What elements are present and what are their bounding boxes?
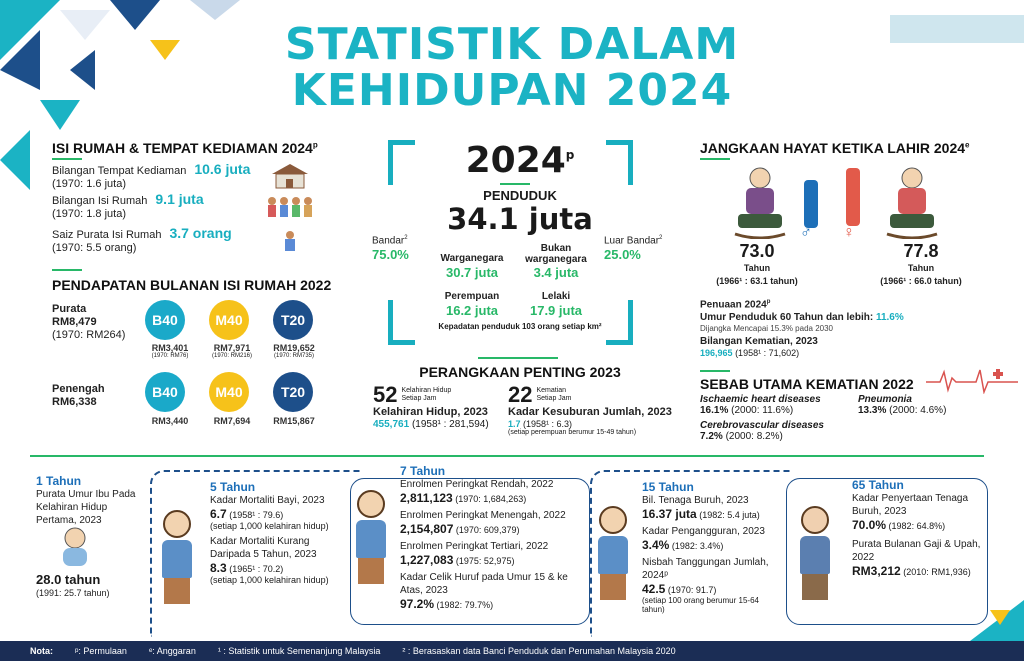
male-life-expectancy: 73.0 Tahun (1966¹ : 63.1 tahun) <box>716 241 798 286</box>
purata-t20: RM19,652 (1970: RM735) <box>273 343 315 359</box>
t20-badge: T20 <box>273 372 313 412</box>
pendapatan-heading: PENDAPATAN BULANAN ISI RUMAH 2022 <box>52 277 332 293</box>
bukan-warganegara-block: Bukan warganegara 3.4 juta <box>525 243 587 280</box>
baby-icon <box>55 526 95 568</box>
teen-15-icon <box>598 506 628 600</box>
cause-pneumonia: Pneumonia 13.3% (2000: 4.6%) <box>858 394 947 416</box>
b40-badge: B40 <box>145 372 185 412</box>
timeline-5-tahun: 5 Tahun Kadar Mortaliti Bayi, 2023 6.7 (1958¹ : 79.6) (setiap 1,000 kelahiran hidup) Kadar Mortaliti Kurang Daripada 5 Tahun, 2023 8.3 (1965¹ : 70.2) (setiap 1,000 kelahiran hidup) <box>210 480 329 585</box>
luar-bandar-block: Luar Bandar$^2$ 25.0% <box>604 235 663 263</box>
penduduk-year: 2024$^p$ <box>465 140 575 181</box>
child-7-icon <box>356 490 386 584</box>
kelahiran-hidup-block: Kelahiran Hidup, 2023 455,761 (1958¹ : 281,594) <box>373 406 489 430</box>
perempuan-block: Perempuan 16.2 juta <box>444 291 500 318</box>
footer-note-3: ¹ : Statistik untuk Semenanjung Malaysia <box>217 646 381 656</box>
heartbeat-icon <box>926 366 1018 394</box>
bracket-top-left <box>388 140 415 185</box>
isi-rumah-heading: ISI RUMAH & TEMPAT KEDIAMAN 2024$^p$ <box>52 140 318 156</box>
male-symbol-icon: ♂ <box>800 224 812 241</box>
elderly-65-icon <box>800 506 830 600</box>
section-underline <box>52 158 82 160</box>
isi-rumah-row-1: Bilangan Tempat Kediaman 10.6 juta (1970: 1.6 juta) <box>52 161 251 190</box>
penengah-m40: RM7,694 <box>213 416 251 426</box>
kesuburan-block: Kadar Kesuburan Jumlah, 2023 1.7 (1958¹ : 6.3) (setiap perempuan berumur 15-49 tahun) <box>508 406 672 436</box>
jangkaan-heading: JANGKAAN HAYAT KETIKA LAHIR 2024e <box>700 140 970 156</box>
isi-rumah-row-3: Saiz Purata Isi Rumah 3.7 orang (1970: 5.5 orang) <box>52 225 232 254</box>
cause-cerebrovascular: Cerebrovascular diseases 7.2% (2000: 8.2%) <box>700 420 824 442</box>
purata-block: Purata RM8,479 (1970: RM264) <box>52 303 126 341</box>
purata-b40: RM3,401 (1970: RM76) <box>151 343 189 359</box>
penengah-block: Penengah RM6,338 <box>52 383 105 408</box>
section-underline <box>700 158 730 160</box>
purata-m40: RM7,971 (1970: RM216) <box>211 343 253 359</box>
timeline-1-tahun: 1 Tahun Purata Umur Ibu Pada Kelahiran Hidup Pertama, 2023 <box>36 474 136 526</box>
penuaan-block: Penuaan 2024$^p$ Umur Penduduk 60 Tahun dan lebih: 11.6% Dijangka Mencapai 15.3% pada 2030 Bilangan Kematian, 2023 196,965 (1958¹ : 71,602) <box>700 299 904 359</box>
footer-nota: Nota: <box>30 646 53 656</box>
male-thermometer-icon <box>804 180 818 228</box>
female-symbol-icon: ♀ <box>843 224 855 241</box>
m40-badge: M40 <box>209 372 249 412</box>
section-underline <box>700 370 730 372</box>
kepadatan-text: Kepadatan penduduk 103 orang setiap km² <box>438 322 602 331</box>
perangkaan-heading: PERANGKAAN PENTING 2023 <box>419 364 621 380</box>
family-icon <box>266 196 316 218</box>
house-icon <box>268 162 312 190</box>
corner-decoration-bottom <box>930 600 1024 641</box>
bandar-block: Bandar$^2$ 75.0% <box>372 235 409 263</box>
page-title <box>0 19 1024 116</box>
penengah-b40: RM3,440 <box>151 416 189 426</box>
b40-badge: B40 <box>145 300 185 340</box>
isi-rumah-row-2: Bilangan Isi Rumah 9.1 juta (1970: 1.8 juta) <box>52 191 204 220</box>
timeline-15-tahun: 15 Tahun Bil. Tenaga Buruh, 2023 16.37 juta (1982: 5.4 juta) Kadar Pengangguran, 2023 3.4% (1982: 3.4%) Nisbah Tanggungan Jumlah, 2024ᵖ 42.5 (1970: 91.7) (setiap 100 orang berumur 15-64 tahun) <box>642 480 769 614</box>
lelaki-block: Lelaki 17.9 juta <box>529 291 583 318</box>
section-underline <box>52 269 82 271</box>
kelahiran-per-jam: 52 Kelahiran Hidup Setiap Jam <box>373 382 452 407</box>
title-line1: STATISTIK DALAM <box>284 19 740 70</box>
female-thermometer-icon <box>846 168 860 226</box>
female-life-expectancy: 77.8 Tahun (1966¹ : 66.0 tahun) <box>880 241 962 286</box>
elderly-woman-icon <box>882 164 942 239</box>
sebab-heading: SEBAB UTAMA KEMATIAN 2022 <box>700 376 914 392</box>
timeline-65-tahun: 65 Tahun Kadar Penyertaan Tenaga Buruh, 2023 70.0% (1982: 64.8%) Purata Bulanan Gaji & Upah, 2022 RM3,212 (2010: RM1,936) <box>852 478 981 578</box>
penduduk-total: 34.1 juta <box>447 202 593 236</box>
m40-badge: M40 <box>209 300 249 340</box>
title-line2: KEHIDUPAN 2024 <box>291 65 733 116</box>
person-icon <box>282 230 298 252</box>
t20-badge: T20 <box>273 300 313 340</box>
footer-notes <box>0 641 1024 661</box>
kematian-per-jam: 22 Kematian Setiap Jam <box>508 382 572 407</box>
elderly-man-icon <box>730 164 790 239</box>
penengah-t20: RM15,867 <box>273 416 315 426</box>
child-5-icon <box>162 510 192 604</box>
penduduk-label: PENDUDUK <box>483 188 557 203</box>
section-underline <box>478 357 558 359</box>
timeline-7-tahun: 7 Tahun Enrolmen Peringkat Rendah, 2022 2,811,123 (1970: 1,684,263) Enrolmen Peringkat Menengah, 2022 2,154,807 (1970: 609,379) Enrolmen Peringkat Tertiari, 2022 1,227,083 (1975: 52,975) Kadar Celik Huruf pada Umur 15 & ke Atas, 2023 97.2% (1982: 79.7%) <box>400 464 568 611</box>
section-underline <box>500 183 530 185</box>
footer-note-1: ᵖ: Permulaan <box>75 646 127 656</box>
warganegara-block: Warganegara 30.7 juta <box>440 253 504 280</box>
cause-ischaemic: Ischaemic heart diseases 16.1% (2000: 11.6%) <box>700 394 821 416</box>
footer-note-2: ᵉ: Anggaran <box>148 646 196 656</box>
timeline-divider <box>30 455 984 457</box>
footer-note-4: ² : Berasaskan data Banci Penduduk dan Perumahan Malaysia 2020 <box>402 646 676 656</box>
timeline-1-value: 28.0 tahun (1991: 25.7 tahun) <box>36 572 110 598</box>
